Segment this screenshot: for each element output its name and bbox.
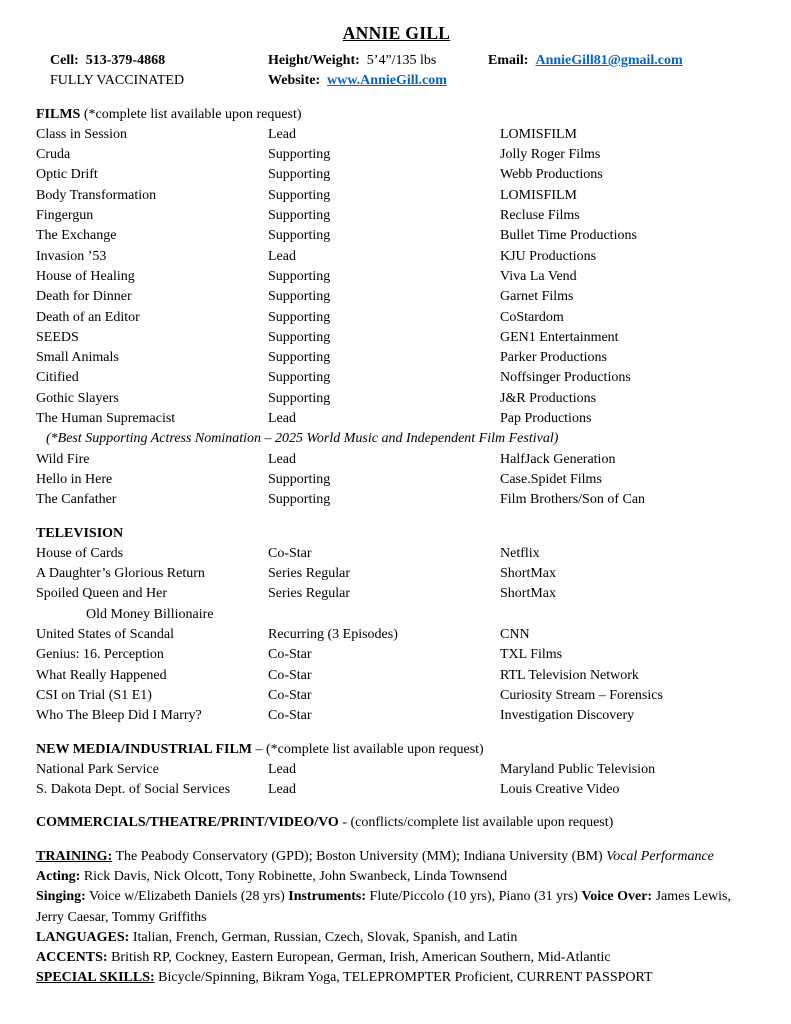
- text-segment: Flute/Piccolo (10 yrs), Piano (31 yrs): [366, 889, 582, 905]
- credit-title: Invasion ’53: [36, 248, 107, 264]
- height-weight-value: 5’4”/135 lbs: [366, 53, 437, 68]
- credit-role: Supporting: [268, 329, 331, 345]
- credit-title-cell: [36, 625, 268, 645]
- new-media-heading: [36, 740, 757, 760]
- credit-row: [36, 666, 757, 686]
- credit-row: [36, 206, 757, 226]
- text-segment: LANGUAGES:: [36, 929, 130, 945]
- website-link[interactable]: www.AnnieGill.com: [327, 73, 447, 89]
- credit-row: [36, 226, 757, 246]
- credit-company: ShortMax: [500, 566, 556, 582]
- credit-title-cell: [36, 186, 268, 206]
- credit-role: Supporting: [268, 370, 331, 386]
- credit-title: United States of Scandal: [36, 627, 175, 643]
- text-segment: TRAINING:: [36, 848, 113, 864]
- credit-row: [36, 564, 757, 584]
- credit-title: Spoiled Queen and Her: [36, 586, 168, 602]
- email-label: Email:: [488, 53, 529, 68]
- website-label: Website:: [268, 73, 321, 89]
- text-segment: Bicycle/Spinning, Bikram Yoga, TELEPROMPTER Proficient, CURRENT PASSPORT: [154, 970, 653, 986]
- page-title: ANNIE GILL: [342, 23, 451, 43]
- credit-title: S. Dakota Dept. of Social Services: [36, 782, 231, 798]
- credit-row: [36, 470, 757, 490]
- credit-title: Hello in Here: [36, 471, 113, 487]
- credit-title: House of Healing: [36, 268, 135, 284]
- credit-role: Recurring (3 Episodes): [268, 627, 398, 643]
- credit-title: Death for Dinner: [36, 289, 132, 305]
- credit-row: [36, 686, 757, 706]
- credit-role: Lead: [268, 451, 296, 467]
- text-segment: – (*complete list available upon request): [252, 741, 484, 757]
- credit-title-cell: [36, 666, 268, 686]
- credit-role: Lead: [268, 782, 296, 798]
- text-segment: Italian, French, German, Russian, Czech, Slovak, Spanish, and Latin: [129, 929, 518, 945]
- credit-role: Supporting: [268, 492, 331, 508]
- credit-company: Jolly Roger Films: [500, 147, 601, 163]
- credit-title-cell: [36, 145, 268, 165]
- credit-row: [36, 706, 757, 726]
- credit-title-cell: [36, 165, 268, 185]
- website-line: [268, 71, 488, 91]
- credit-role: Supporting: [268, 309, 331, 325]
- credit-row: [36, 125, 757, 145]
- section-television: [36, 524, 757, 727]
- credit-row: [36, 368, 757, 388]
- credit-title-cell: [36, 247, 268, 267]
- credit-company: Netflix: [500, 545, 540, 561]
- credit-row: [36, 625, 757, 645]
- credit-company: Investigation Discovery: [500, 708, 635, 724]
- television-heading: [36, 524, 757, 544]
- credit-title: Who The Bleep Did I Marry?: [36, 708, 202, 724]
- credit-row: [36, 645, 757, 665]
- credit-row: [36, 328, 757, 348]
- credit-title-cell: [36, 780, 268, 800]
- credit-company: Garnet Films: [500, 289, 574, 305]
- paragraph-accents: [36, 948, 757, 968]
- credit-title: Gothic Slayers: [36, 390, 119, 406]
- credit-title: House of Cards: [36, 545, 124, 561]
- credit-row: [36, 584, 757, 625]
- credit-company: HalfJack Generation: [500, 451, 616, 467]
- credit-role: Supporting: [268, 390, 331, 406]
- credit-note: (*Best Supporting Actress Nomination – 2025 World Music and Independent Film Festival): [46, 431, 559, 447]
- text-segment: SPECIAL SKILLS:: [36, 970, 155, 986]
- credit-title: Wild Fire: [36, 451, 90, 467]
- credit-title-cell: [36, 544, 268, 564]
- text-segment: (*complete list available upon request): [80, 106, 302, 122]
- paragraph-singing: [36, 887, 757, 928]
- credit-title: CSI on Trial (S1 E1): [36, 687, 152, 703]
- paragraph-languages: [36, 928, 757, 948]
- text-segment: Instruments:: [288, 889, 367, 905]
- credit-title: Body Transformation: [36, 187, 157, 203]
- credit-row: [36, 450, 757, 470]
- cell-label: Cell:: [50, 53, 79, 68]
- credit-role: Supporting: [268, 268, 331, 284]
- credit-title-cell: [36, 686, 268, 706]
- credit-role: Supporting: [268, 167, 331, 183]
- credit-title: The Canfather: [36, 492, 117, 508]
- credit-role: Co-Star: [268, 687, 312, 703]
- text-segment: British RP, Cockney, Eastern European, German, Irish, American Southern, Mid-Atlantic: [107, 950, 611, 966]
- credit-title-cell: [36, 584, 268, 625]
- credit-title-cell: [36, 706, 268, 726]
- credit-role: Supporting: [268, 289, 331, 305]
- credit-role: Lead: [268, 248, 296, 264]
- credit-title-cell: [36, 389, 268, 409]
- credit-company: Webb Productions: [500, 167, 603, 183]
- credit-title-cell: [36, 760, 268, 780]
- contact-block: [36, 51, 757, 92]
- credit-company: ShortMax: [500, 586, 556, 602]
- credit-company: Recluse Films: [500, 208, 580, 224]
- credit-title-cell: [36, 206, 268, 226]
- contact-col-left: [36, 51, 268, 92]
- paragraphs-block: [36, 813, 757, 988]
- credit-row: [36, 389, 757, 409]
- credit-title-cell: [36, 645, 268, 665]
- films-heading: [36, 105, 757, 125]
- credit-title: Optic Drift: [36, 167, 98, 183]
- credit-title: Genius: 16. Perception: [36, 647, 164, 663]
- credit-company: RTL Television Network: [500, 667, 639, 683]
- credit-role: Supporting: [268, 187, 331, 203]
- credit-role: Co-Star: [268, 667, 312, 683]
- credit-company: TXL Films: [500, 647, 563, 663]
- credit-row: [36, 760, 757, 780]
- credit-row: [36, 165, 757, 185]
- paragraph-training: [36, 847, 757, 888]
- credit-row: [36, 186, 757, 206]
- text-segment: TELEVISION: [36, 525, 124, 541]
- credit-company: GEN1 Entertainment: [500, 329, 619, 345]
- credit-title: The Human Supremacist: [36, 411, 176, 427]
- text-segment: ACCENTS:: [36, 950, 108, 966]
- text-segment: Voice Over:: [581, 889, 653, 905]
- credit-title: A Daughter’s Glorious Return: [36, 566, 205, 582]
- credit-role: Series Regular: [268, 566, 351, 582]
- credit-title-cell: [36, 226, 268, 246]
- text-segment: Singing:: [36, 889, 86, 905]
- credit-title-cell: [36, 368, 268, 388]
- vaccinated-line: FULLY VACCINATED: [50, 73, 185, 89]
- credit-title-cell: [36, 348, 268, 368]
- credit-role: Supporting: [268, 147, 331, 163]
- credit-company: J&R Productions: [500, 390, 597, 406]
- credit-row: [36, 145, 757, 165]
- cell-line: [50, 51, 268, 71]
- text-segment: Acting:: [36, 868, 81, 884]
- credit-company: Bullet Time Productions: [500, 228, 637, 244]
- credit-title-line2: Old Money Billionaire: [86, 606, 214, 622]
- credit-title: Cruda: [36, 147, 71, 163]
- credit-company: LOMISFILM: [500, 187, 578, 203]
- section-new-media: [36, 740, 757, 801]
- credit-title-cell: [36, 470, 268, 490]
- credit-company: Maryland Public Television: [500, 761, 656, 777]
- email-link[interactable]: AnnieGill81@gmail.com: [535, 53, 683, 68]
- text-segment: NEW MEDIA/INDUSTRIAL FILM: [36, 741, 252, 757]
- credit-company: Parker Productions: [500, 350, 607, 366]
- credit-title-cell: [36, 328, 268, 348]
- credit-title-cell: [36, 409, 268, 429]
- text-segment: The Peabody Conservatory (GPD); Boston University (MM); Indiana University (BM): [112, 848, 607, 864]
- credit-role: Supporting: [268, 228, 331, 244]
- credit-title-cell: [36, 267, 268, 287]
- credit-company: Louis Creative Video: [500, 782, 620, 798]
- credit-title-cell: [36, 490, 268, 510]
- credit-title-cell: [36, 450, 268, 470]
- credit-company: Case.Spidet Films: [500, 471, 602, 487]
- text-segment: - (conflicts/complete list available upon request): [338, 815, 614, 831]
- credit-company: Noffsinger Productions: [500, 370, 631, 386]
- contact-col-right: [488, 51, 757, 92]
- text-segment: FILMS: [36, 106, 81, 122]
- text-segment: Vocal Performance: [606, 848, 714, 864]
- credit-role: Supporting: [268, 471, 331, 487]
- credit-title-cell: [36, 125, 268, 145]
- credit-company: Pap Productions: [500, 411, 592, 427]
- credit-row: [36, 308, 757, 328]
- height-weight-label: Height/Weight:: [268, 53, 360, 68]
- credit-company: CoStardom: [500, 309, 564, 325]
- credit-title: SEEDS: [36, 329, 79, 345]
- credit-row: [36, 267, 757, 287]
- paragraph-special-skills: [36, 968, 757, 988]
- contact-col-mid: [268, 51, 488, 92]
- credit-row: [36, 348, 757, 368]
- credit-row: [36, 247, 757, 267]
- text-segment: Voice w/Elizabeth Daniels (28 yrs): [85, 889, 289, 905]
- credit-title: The Exchange: [36, 228, 117, 244]
- credit-title: Citified: [36, 370, 79, 386]
- credit-company: KJU Productions: [500, 248, 597, 264]
- email-line: [488, 51, 757, 71]
- credit-role: Series Regular: [268, 586, 351, 602]
- credit-title: Death of an Editor: [36, 309, 140, 325]
- credit-title-cell: [36, 308, 268, 328]
- credit-role: Lead: [268, 126, 296, 142]
- credit-title: Class in Session: [36, 126, 128, 142]
- credit-company: Viva La Vend: [500, 268, 577, 284]
- credit-company: LOMISFILM: [500, 126, 578, 142]
- credit-row: [36, 490, 757, 510]
- cell-value: 513-379-4868: [85, 53, 166, 68]
- credit-title: Fingergun: [36, 208, 94, 224]
- paragraph-commercials: [36, 813, 757, 833]
- credit-title: Small Animals: [36, 350, 119, 366]
- credit-title-cell: [36, 287, 268, 307]
- credit-role: Co-Star: [268, 545, 312, 561]
- text-segment: James Lewis, Jerry Caesar, Tommy Griffiths: [36, 889, 732, 925]
- credit-company: Film Brothers/Son of Can: [500, 492, 646, 508]
- text-segment: COMMERCIALS/THEATRE/PRINT/VIDEO/VO: [36, 815, 339, 831]
- credit-title: National Park Service: [36, 761, 159, 777]
- credit-role: Supporting: [268, 350, 331, 366]
- credit-row: [36, 544, 757, 564]
- section-films: [36, 105, 757, 511]
- credit-role: Co-Star: [268, 708, 312, 724]
- credit-company: Curiosity Stream – Forensics: [500, 687, 663, 703]
- credit-role: Lead: [268, 411, 296, 427]
- credit-title: What Really Happened: [36, 667, 167, 683]
- credit-row: [36, 409, 757, 429]
- credit-role: Co-Star: [268, 647, 312, 663]
- height-weight-line: [268, 51, 488, 71]
- credit-company: CNN: [500, 627, 530, 643]
- credit-title-cell: [36, 564, 268, 584]
- credit-role: Lead: [268, 761, 296, 777]
- credit-role: Supporting: [268, 208, 331, 224]
- text-segment: Rick Davis, Nick Olcott, Tony Robinette, John Swanbeck, Linda Townsend: [80, 868, 508, 884]
- credit-row: [36, 780, 757, 800]
- credit-row: [36, 287, 757, 307]
